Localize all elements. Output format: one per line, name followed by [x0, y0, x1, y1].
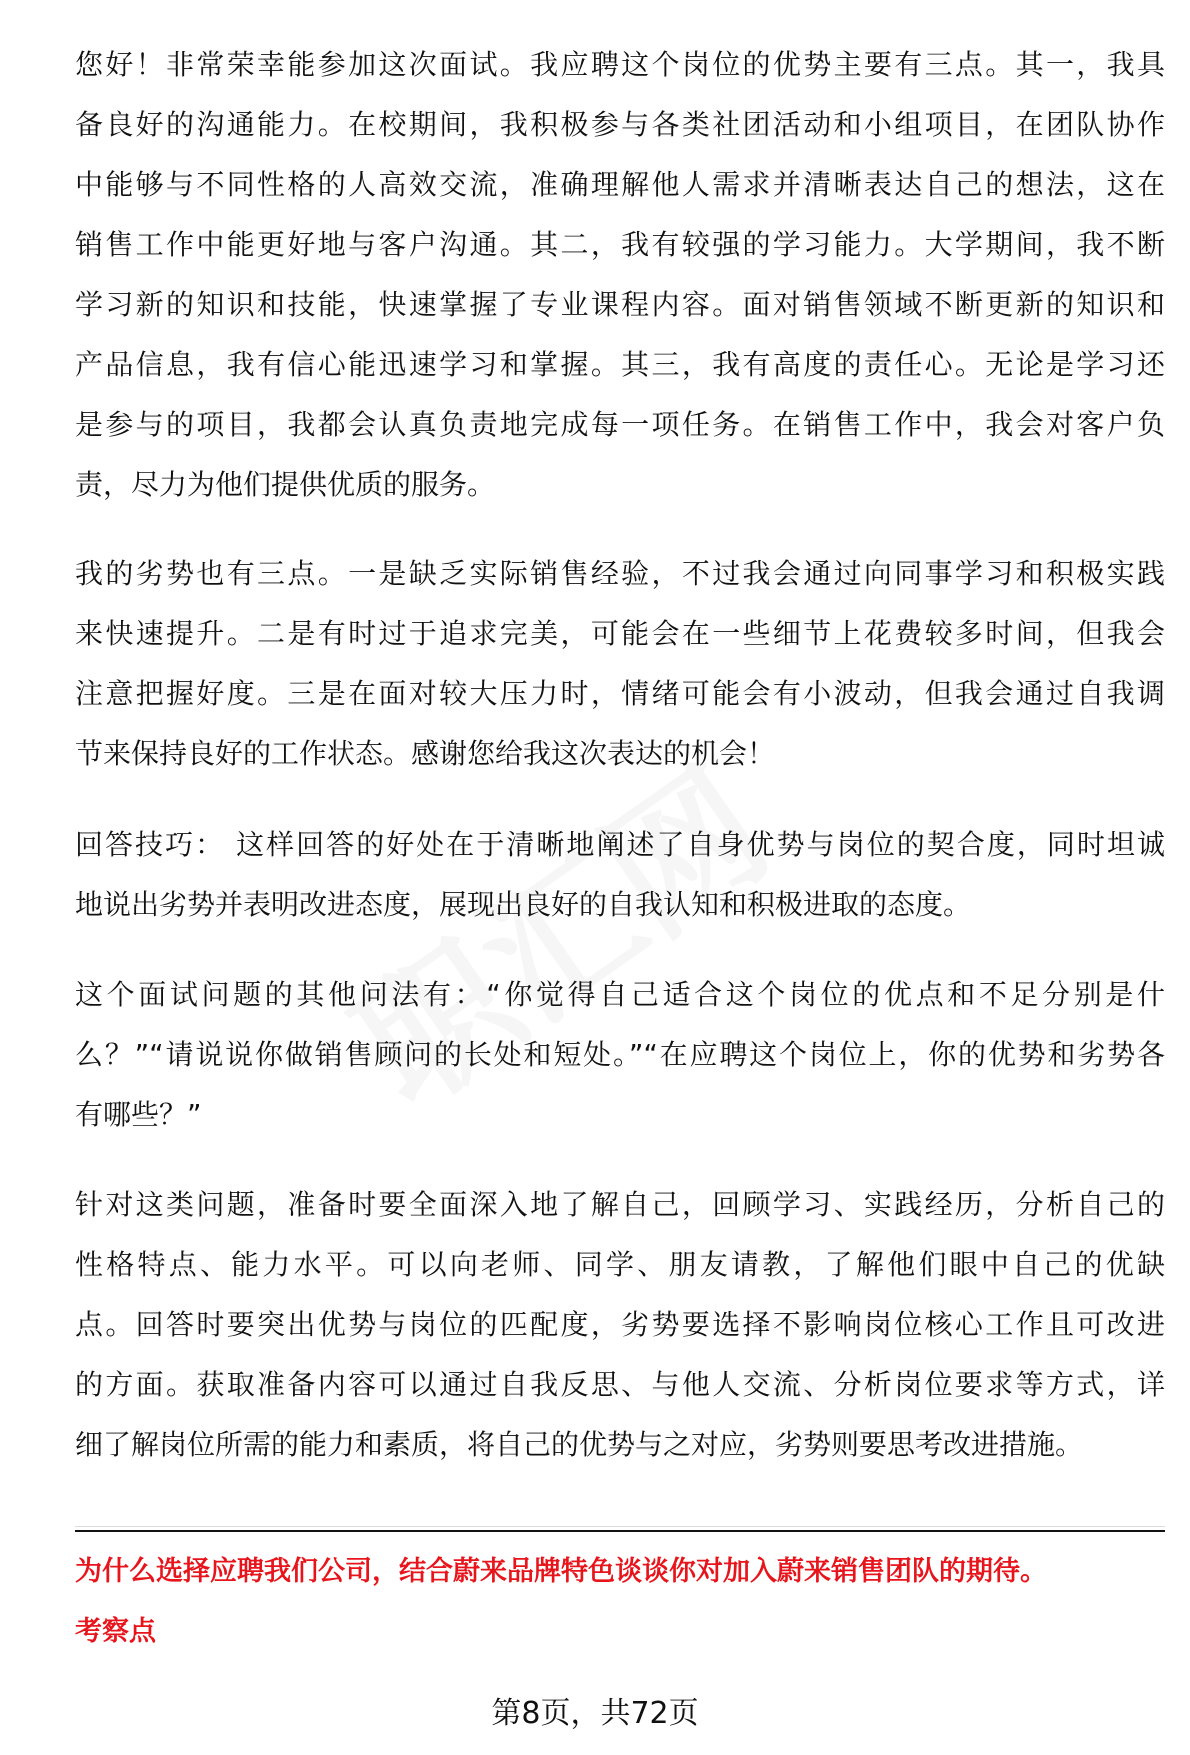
text-line: 有哪些？”	[75, 1098, 202, 1131]
text-line: 学习新的知识和技能，快速掌握了专业课程内容。面对销售领域不断更新的知识和	[75, 288, 1165, 321]
text-line: 中能够与不同性格的人高效交流，准确理解他人需求并清晰表达自己的想法，这在	[75, 168, 1165, 201]
text-line: 您好！非常荣幸能参加这次面试。我应聘这个岗位的优势主要有三点。其一，我具	[75, 48, 1165, 81]
text-line: 性格特点、能力水平。可以向老师、同学、朋友请教，了解他们眼中自己的优缺	[75, 1248, 1165, 1281]
text-line: 细了解岗位所需的能力和素质，将自己的优势与之对应，劣势则要思考改进措施。	[75, 1428, 1084, 1461]
text-line: 的方面。获取准备内容可以通过自我反思、与他人交流、分析岗位要求等方式，详	[75, 1368, 1165, 1401]
text-line: 责，尽力为他们提供优质的服务。	[75, 468, 496, 501]
question-heading: 为什么选择应聘我们公司，结合蔚来品牌特色谈谈你对加入蔚来销售团队的期待。	[75, 1556, 1047, 1587]
text-line: 针对这类问题，准备时要全面深入地了解自己，回顾学习、实践经历，分析自己的	[75, 1188, 1165, 1221]
text-line: 节来保持良好的工作状态。感谢您给我这次表达的机会！	[75, 737, 776, 770]
text-line: 这个面试问题的其他问法有：“你觉得自己适合这个岗位的优点和不足分别是什	[75, 978, 1165, 1011]
text-line: 来快速提升。二是有时过于追求完美，可能会在一些细节上花费较多时间，但我会	[75, 617, 1165, 650]
paragraph-preparation	[75, 1175, 1165, 1475]
text-line: 地说出劣势并表明改进态度，展现出良好的自我认知和积极进取的态度。	[75, 888, 972, 921]
text-line: 是参与的项目，我都会认真负责地完成每一项任务。在销售工作中，我会对客户负	[75, 408, 1165, 441]
text-line: 么？”“请说说你做销售顾问的长处和短处。”“在应聘这个岗位上，你的优势和劣势各	[75, 1038, 1165, 1071]
text-line: 销售工作中能更好地与客户沟通。其二，我有较强的学习能力。大学期间，我不断	[75, 228, 1165, 261]
text-line: 备良好的沟通能力。在校期间，我积极参与各类社团活动和小组项目，在团队协作	[75, 108, 1165, 141]
divider	[75, 1530, 1165, 1532]
page-number: 第8页，共72页	[491, 1696, 699, 1731]
paragraph-strengths	[75, 35, 1165, 515]
text-line: 回答技巧： 这样回答的好处在于清晰地阐述了自身优势与岗位的契合度，同时坦诚	[75, 828, 1165, 861]
text-line: 注意把握好度。三是在面对较大压力时，情绪可能会有小波动，但我会通过自我调	[75, 677, 1165, 710]
paragraph-alternatives	[75, 965, 1165, 1145]
text-line: 点。回答时要突出优势与岗位的匹配度，劣势要选择不影响岗位核心工作且可改进	[75, 1308, 1165, 1341]
text-line: 产品信息，我有信心能迅速学习和掌握。其三，我有高度的责任心。无论是学习还	[75, 348, 1165, 381]
paragraph-weaknesses	[75, 544, 1165, 784]
text-line: 我的劣势也有三点。一是缺乏实际销售经验，不过我会通过向同事学习和积极实践	[75, 557, 1165, 590]
section-label: 考察点	[75, 1616, 156, 1647]
paragraph-tips	[75, 815, 1165, 935]
